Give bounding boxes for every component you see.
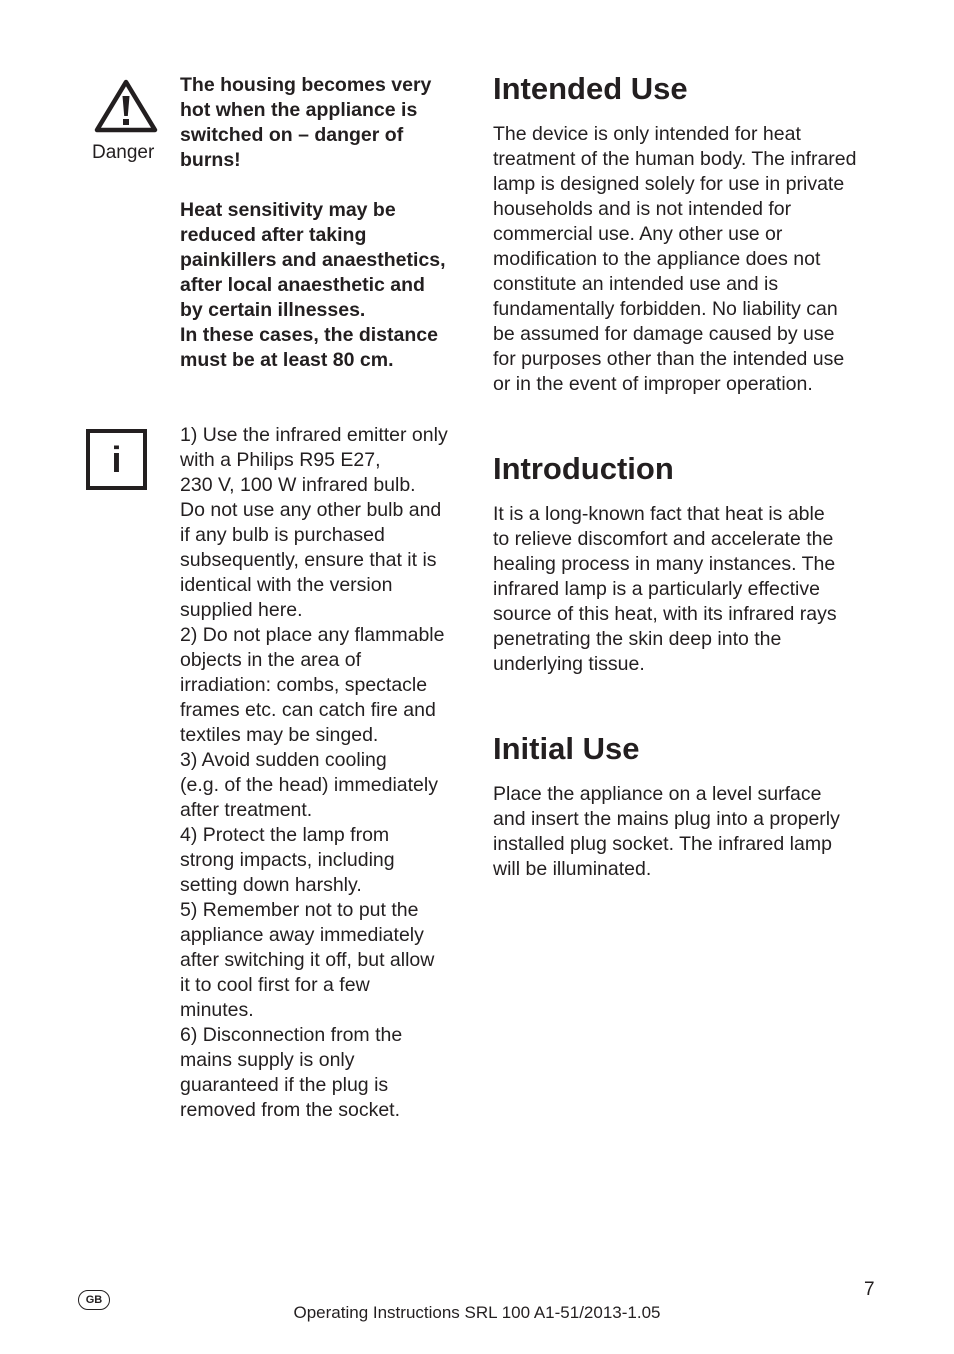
text-line: fundamentally forbidden. No liability can — [493, 298, 838, 320]
intended-use-text — [493, 122, 857, 397]
text-line: hot when the appliance is — [180, 99, 418, 121]
info-instructions — [180, 423, 448, 1123]
text-line: it to cool first for a few — [180, 974, 370, 996]
text-line: 6) Disconnection from the — [180, 1024, 403, 1046]
introduction-heading: Introduction — [493, 451, 674, 486]
text-line: Place the appliance on a level surface — [493, 783, 822, 805]
text-line: removed from the socket. — [180, 1099, 401, 1121]
text-line: penetrating the skin deep into the — [493, 628, 782, 650]
text-line: Do not use any other bulb and — [180, 499, 442, 521]
text-line: The housing becomes very — [180, 74, 432, 96]
text-line: objects in the area of — [180, 649, 362, 671]
text-line: In these cases, the distance — [180, 324, 438, 346]
text-line: and insert the mains plug into a properly — [493, 808, 840, 830]
text-line: supplied here. — [180, 599, 303, 621]
page-number: 7 — [864, 1279, 875, 1300]
text-line: households and is not intended for — [493, 198, 792, 220]
text-line: identical with the version — [180, 574, 393, 596]
text-line: for purposes other than the intended use — [493, 348, 845, 370]
text-line: after switching it off, but allow — [180, 949, 435, 971]
text-line: It is a long-known fact that heat is able — [493, 503, 825, 525]
text-line: infrared lamp is a particularly effective — [493, 578, 820, 600]
warning-triangle-icon — [93, 78, 159, 134]
text-line: 1) Use the infrared emitter only — [180, 424, 448, 446]
initial-use-text — [493, 782, 840, 882]
text-line: mains supply is only — [180, 1049, 355, 1071]
text-line: modification to the appliance does not — [493, 248, 821, 270]
text-line: after local anaesthetic and — [180, 274, 425, 296]
text-line: painkillers and anaesthetics, — [180, 249, 446, 271]
text-line: after treatment. — [180, 799, 313, 821]
text-line: subsequently, ensure that it is — [180, 549, 437, 571]
danger-warning-housing — [180, 73, 431, 173]
text-line: treatment of the human body. The infrared — [493, 148, 857, 170]
text-line: setting down harshly. — [180, 874, 362, 896]
intended-use-heading: Intended Use — [493, 71, 688, 106]
text-line: 230 V, 100 W infrared bulb. — [180, 474, 416, 496]
text-line: must be at least 80 cm. — [180, 349, 394, 371]
initial-use-heading: Initial Use — [493, 731, 640, 766]
text-line: if any bulb is purchased — [180, 524, 385, 546]
footer-text: Operating Instructions SRL 100 A1-51/2013-1.05 — [293, 1303, 661, 1322]
text-line: (e.g. of the head) immediately — [180, 774, 438, 796]
text-line: underlying tissue. — [493, 653, 645, 675]
text-line: guaranteed if the plug is — [180, 1074, 389, 1096]
text-line: appliance away immediately — [180, 924, 424, 946]
text-line: irradiation: combs, spectacle — [180, 674, 428, 696]
text-line: strong impacts, including — [180, 849, 395, 871]
text-line: reduced after taking — [180, 224, 367, 246]
text-line: to relieve discomfort and accelerate the — [493, 528, 834, 550]
text-line: commercial use. Any other use or — [493, 223, 783, 245]
text-line: switched on – danger of — [180, 124, 404, 146]
text-line: by certain illnesses. — [180, 299, 366, 321]
text-line: minutes. — [180, 999, 254, 1021]
info-glyph: i — [111, 438, 122, 480]
text-line: 3) Avoid sudden cooling — [180, 749, 387, 771]
text-line: textiles may be singed. — [180, 724, 379, 746]
danger-warning-heat-sensitivity — [180, 198, 446, 373]
text-line: will be illuminated. — [493, 858, 652, 880]
text-line: lamp is designed solely for use in private — [493, 173, 845, 195]
text-line: source of this heat, with its infrared rays — [493, 603, 837, 625]
text-line: 4) Protect the lamp from — [180, 824, 390, 846]
text-line: installed plug socket. The infrared lamp — [493, 833, 832, 855]
text-line: be assumed for damage caused by use — [493, 323, 835, 345]
text-line: burns! — [180, 149, 241, 171]
text-line: or in the event of improper operation. — [493, 373, 813, 395]
text-line: 5) Remember not to put the — [180, 899, 419, 921]
text-line: constitute an intended use and is — [493, 273, 779, 295]
danger-label: Danger — [92, 142, 155, 163]
text-line: healing process in many instances. The — [493, 553, 836, 575]
text-line: The device is only intended for heat — [493, 123, 801, 145]
text-line: frames etc. can catch fire and — [180, 699, 436, 721]
text-line: with a Philips R95 E27, — [180, 449, 381, 471]
introduction-text — [493, 502, 837, 677]
country-badge: GB — [78, 1290, 110, 1310]
info-icon — [86, 429, 147, 490]
text-line: 2) Do not place any flammable — [180, 624, 445, 646]
text-line: Heat sensitivity may be — [180, 199, 396, 221]
